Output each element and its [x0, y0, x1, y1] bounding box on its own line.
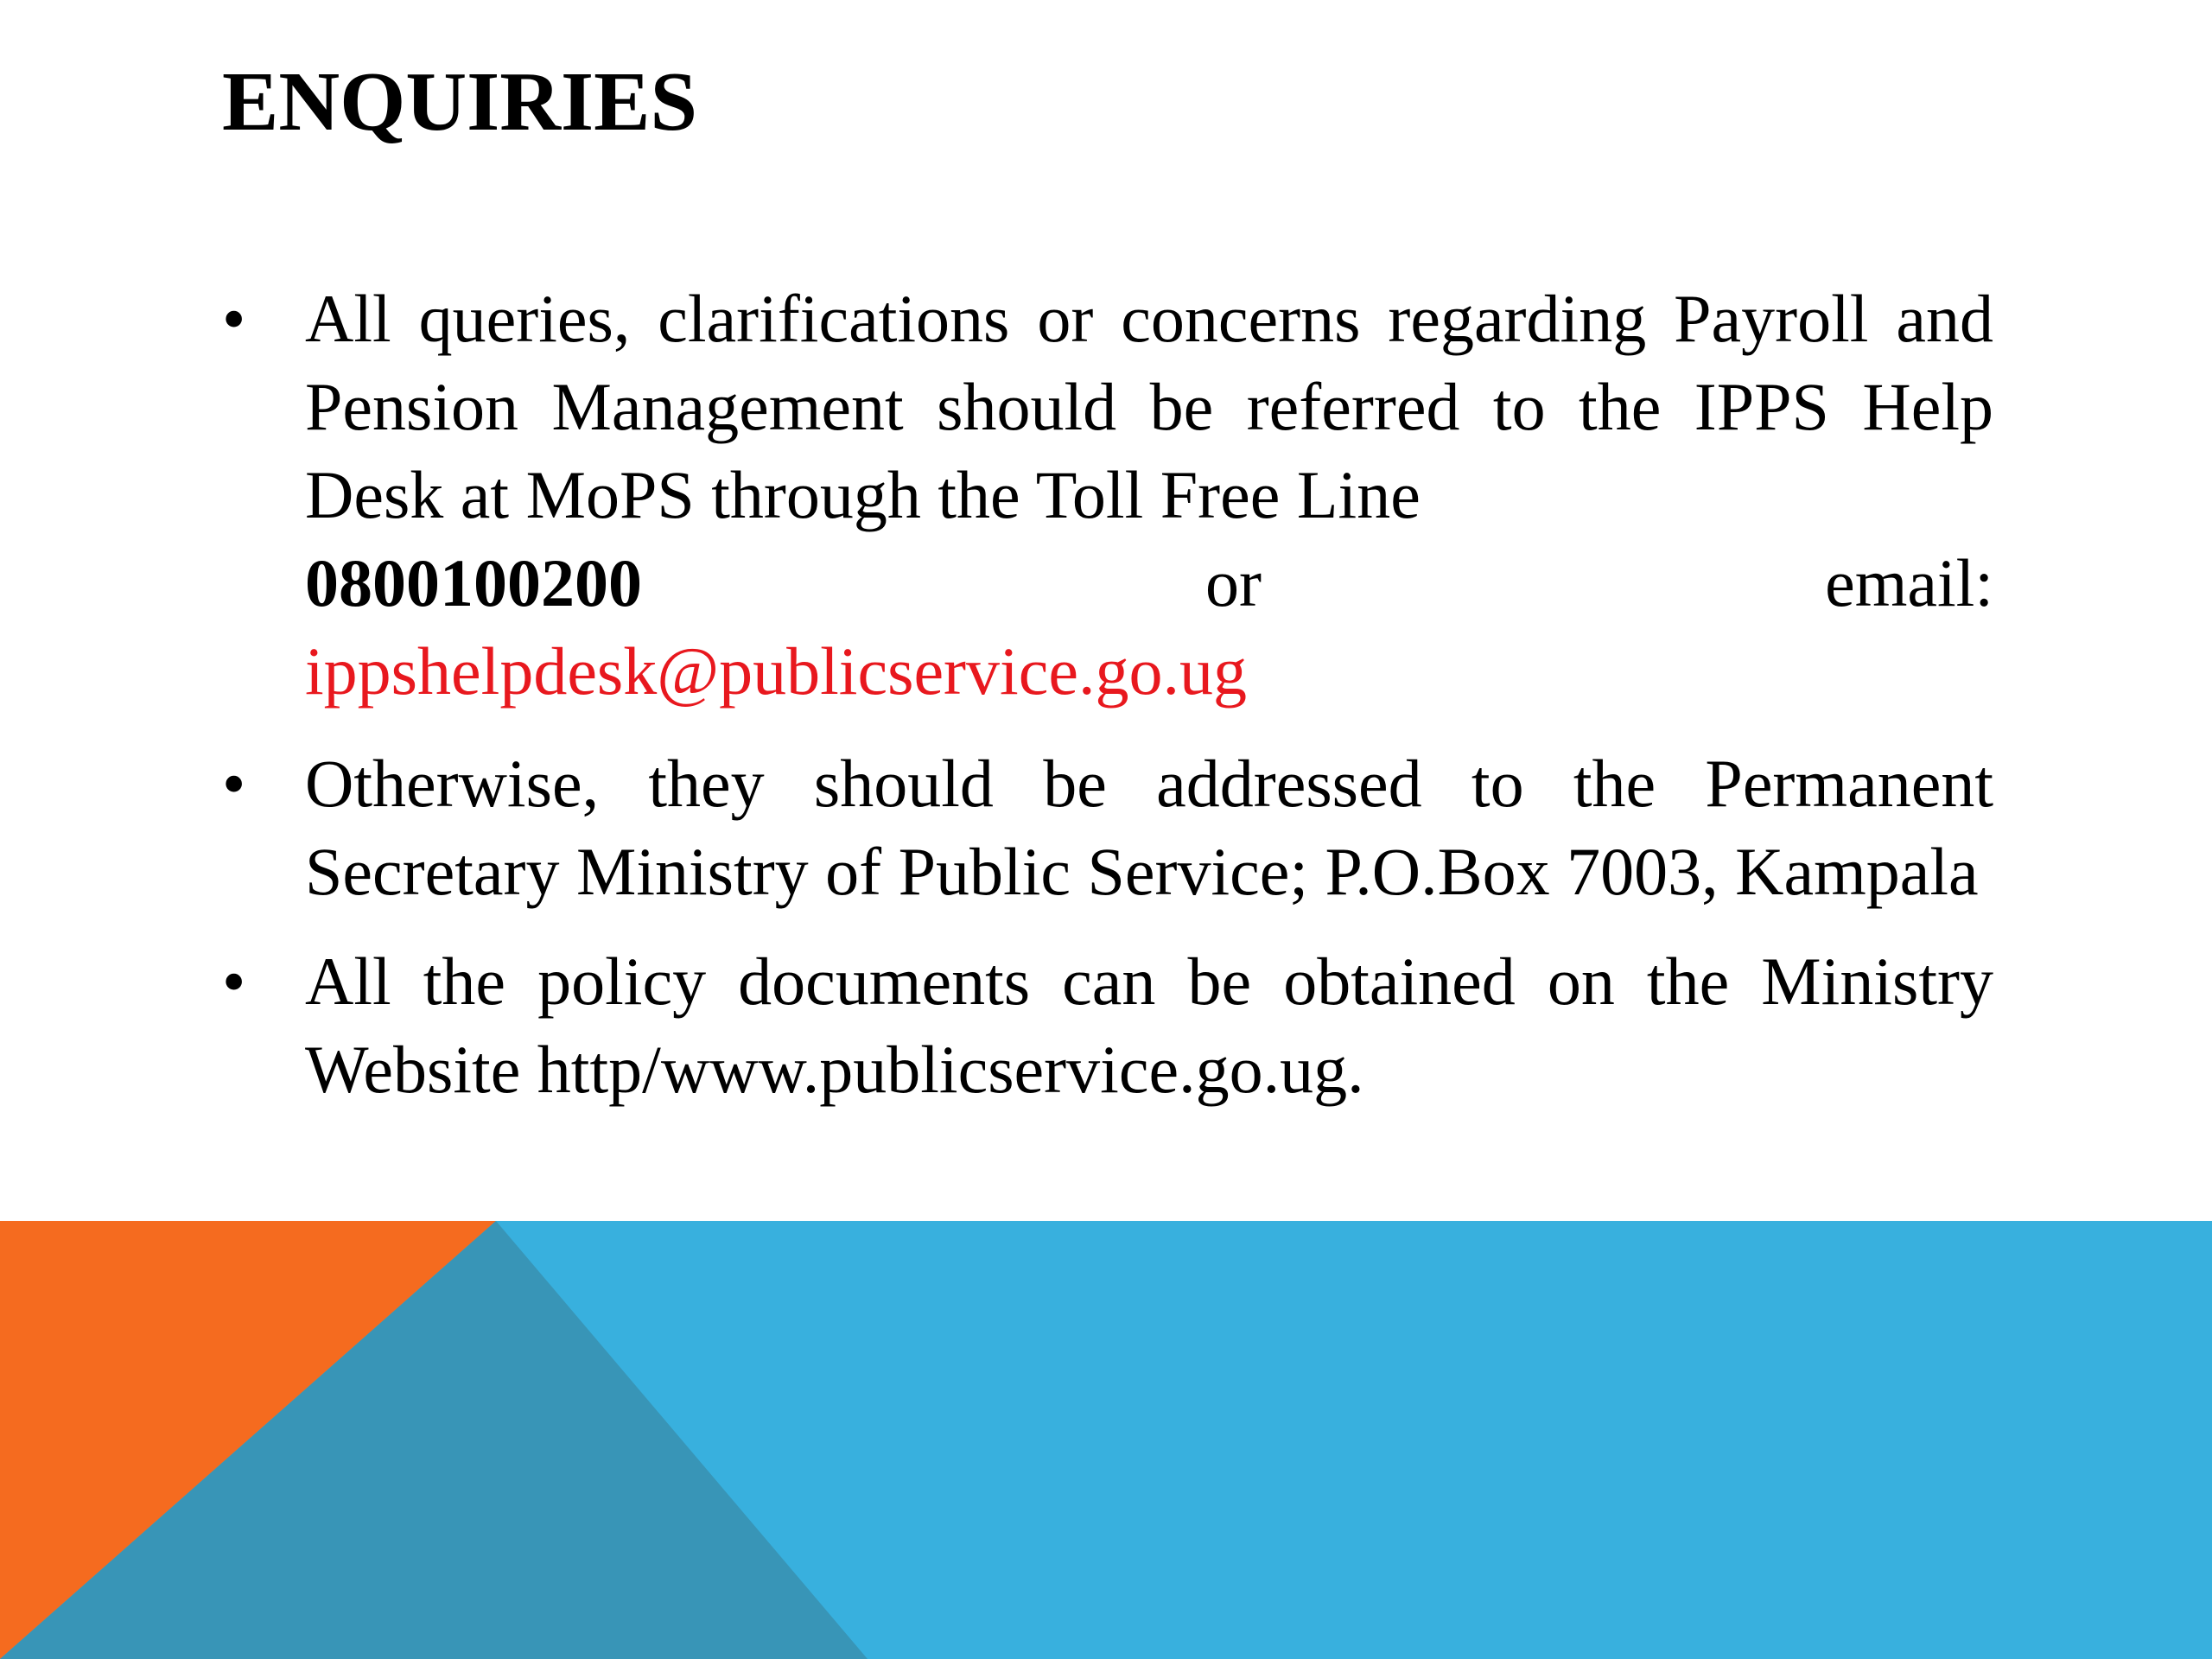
connector-text: or: [1205, 545, 1262, 620]
bullet-item-helpdesk: [222, 275, 1993, 715]
bullet-list: [222, 275, 1993, 1138]
bullet-item-address: [222, 740, 1993, 916]
bullet-text: Otherwise, they should be addressed to the Permanent Secretary Ministry of Public Service; P.O.Box 7003, Kampala: [305, 746, 1993, 909]
slide-title: ENQUIRIES: [222, 55, 698, 149]
email-label: email:: [1825, 545, 1994, 620]
footer-shapes: [0, 1221, 2212, 1659]
footer-decoration: [0, 1221, 2212, 1659]
email-link[interactable]: ippshelpdesk@publicservice.go.ug: [305, 633, 1247, 709]
bullet-text: All queries, clarifications or concerns regarding Payroll and Pension Management should be referred to the IPPS Help Desk at MoPS through the Toll Free Line: [305, 281, 1993, 532]
bullet-item-website: [222, 938, 1993, 1114]
bullet-icon: •: [222, 944, 246, 1019]
contact-line: [305, 539, 1993, 627]
bullet-text: All the policy documents can be obtained on the Ministry Website http/www.publicservice.go.ug.: [305, 944, 1993, 1107]
bullet-icon: •: [222, 281, 246, 356]
toll-free-number: 0800100200: [305, 545, 642, 620]
bullet-icon: •: [222, 746, 246, 821]
